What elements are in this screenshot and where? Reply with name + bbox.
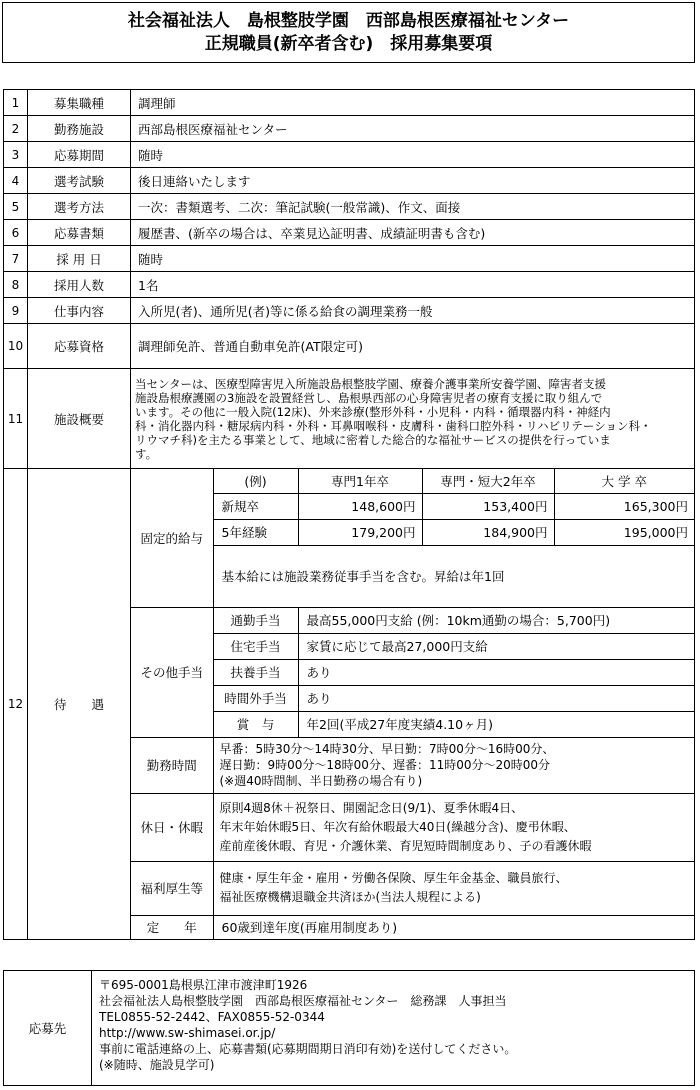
welfare-line: 健康・厚生年金・雇用・労働各保険、厚生年金基金、職員旅行、 [219,871,568,885]
salary-row-name: 新規卒 [213,493,298,519]
row-number: 3 [4,142,28,168]
allowance-value: 年2回(平成27年度実績4.10ヶ月) [298,711,694,737]
row-number: 9 [4,298,28,324]
salary-label: 固定的給与 [131,469,213,607]
holidays-line: 産前産後休暇、育児・介護休業、育児短時間制度あり、子の看護休暇 [219,838,592,853]
allowance-value: あり [298,659,694,685]
apply-url-link[interactable]: http://www.sw-shimasei.or.jp/ [99,1026,276,1040]
row-value: 後日連絡いたします [131,168,695,194]
hours-row [131,737,694,793]
row-number: 12 [4,469,28,940]
row-label: 応募書類 [28,220,131,246]
table-row [4,246,695,272]
holidays-value [213,793,694,861]
allowances-label: その他手当 [131,607,213,737]
hours-value [213,737,694,793]
salary-value: 195,000円 [554,519,694,545]
apply-organization: 社会福祉法人島根整肢学園 西部島根医療福祉センター 総務課 人事担当 [99,994,507,1008]
row-value: 随時 [131,142,695,168]
row-label: 選考方法 [28,194,131,220]
row-label: 採 用 日 [28,246,131,272]
retire-label: 定 年 [131,915,213,939]
facility-description [131,369,695,469]
salary-value: 153,400円 [422,493,554,519]
allowance-name: 賞 与 [213,711,298,737]
row-label: 選考試験 [28,168,131,194]
welfare-label: 福利厚生等 [131,861,213,915]
row-value: 西部島根医療福祉センター [131,116,695,142]
row-label: 施設概要 [28,369,131,469]
row-label: 勤務施設 [28,116,131,142]
apply-label: 応募先 [4,971,92,1085]
salary-header: 専門・短大2年卒 [422,469,554,493]
apply-phone: TEL0855-52-2442、FAX0855-52-0344 [99,1010,325,1024]
title-box [2,2,695,63]
table-row [4,272,695,298]
salary-value: 148,600円 [298,493,422,519]
allowance-row [131,659,694,685]
table-row [4,220,695,246]
salary-header: 大 学 卒 [554,469,694,493]
holidays-line: 年末年始休暇5日、年次有給休暇最大40日(繰越分含)、慶弔休暇、 [219,819,576,834]
retire-row [131,915,694,939]
salary-note: 基本給には施設業務従事手当を含む。昇給は年1回 [213,545,694,607]
salary-value: 179,200円 [298,519,422,545]
allowance-value: 最高55,000円支給 (例：10km通勤の場合：5,700円) [298,607,694,633]
row-value: 1名 [131,272,695,298]
apply-details [99,977,516,1073]
welfare-row [131,861,694,915]
row-value: 入所児(者)、通所児(者)等に係る給食の調理業務一般 [131,298,695,324]
holidays-label: 休日・休暇 [131,793,213,861]
row-value: 履歴書、(新卒の場合は、卒業見込証明書、成績証明書も含む) [131,220,695,246]
row-label: 仕事内容 [28,298,131,324]
holidays-row [131,793,694,861]
table-row [4,168,695,194]
facility-line: 当センターは、医療型障害児入所施設島根整肢学園、療養介護事業所安養学園、障害者支援 [135,376,607,391]
allowance-row [131,685,694,711]
hours-line: (※週40時間制、半日勤務の場合有り) [219,774,423,788]
row-value: 一次：書類選考、二次：筆記試験(一般常識)、作文、面接 [131,194,695,220]
row-label: 募集職種 [28,90,131,116]
hours-label: 勤務時間 [131,737,213,793]
row-number: 2 [4,116,28,142]
treatment-detail [131,469,695,940]
treatment-table [131,469,694,939]
allowance-name: 扶養手当 [213,659,298,685]
table-row [4,90,695,116]
retire-value: 60歳到達年度(再雇用制度あり) [213,915,694,939]
apply-note: (※随時、施設見学可) [99,1058,215,1072]
facility-line: す。 [135,446,158,461]
application-box [3,970,695,1086]
table-row [4,298,695,324]
hours-line: 早番：5時30分～14時30分、早日勤：7時00分～16時00分、 [219,742,555,756]
allowance-value: 家賃に応じて最高27,000円支給 [298,633,694,659]
row-number: 10 [4,324,28,369]
salary-value: 184,900円 [422,519,554,545]
row-number: 5 [4,194,28,220]
allowance-row [131,607,694,633]
table-row [4,194,695,220]
welfare-line: 福祉医療機構退職金共済ほか(当法人規程による) [219,890,481,904]
row-number: 8 [4,272,28,298]
row-value: 調理師 [131,90,695,116]
facility-line: リウマチ科)を主たる事業として、地域に密着した総合的な福祉サービスの提供を行っていま [135,432,611,447]
row-number: 4 [4,168,28,194]
allowance-row [131,633,694,659]
table-row [4,324,695,369]
title-line-2: 正規職員(新卒者含む) 採用募集要項 [204,34,493,54]
apply-address: 〒695-0001島根県江津市渡津町1926 [99,978,308,992]
facility-line: 科・消化器内科・糖尿病内科・外科・耳鼻咽喉科・皮膚科・歯科口腔外科・リハビリテーション科・ [135,418,652,433]
row-number: 1 [4,90,28,116]
allowance-name: 通勤手当 [213,607,298,633]
salary-header: (例) [213,469,298,493]
title-line-1: 社会福祉法人 島根整肢学園 西部島根医療福祉センター [127,11,570,31]
allowance-name: 住宅手当 [213,633,298,659]
allowance-name: 時間外手当 [213,685,298,711]
welfare-value [213,861,694,915]
facility-line: 施設島根療護園の3施設を設置経営し、島根県西部の心身障害児者の療育支援に取り組んで [135,390,603,405]
salary-row [131,493,694,519]
allowance-value: あり [298,685,694,711]
holidays-line: 原則4週8休＋祝祭日、開園記念日(9/1)、夏季休暇4日、 [219,800,524,815]
row-number: 6 [4,220,28,246]
salary-row [131,519,694,545]
table-row [4,142,695,168]
hours-line: 遅日勤：9時00分～18時00分、遅番：11時00分～20時00分 [219,758,551,772]
row-label: 待 遇 [28,469,131,940]
row-label: 採用人数 [28,272,131,298]
facility-line: います。その他に一般入院(12床)、外来診療(整形外科・小児科・内科・循環器内科・神経内 [135,404,611,419]
salary-header: 専門1年卒 [298,469,422,493]
table-row-treatment [4,469,695,940]
recruitment-table [3,89,695,940]
row-label: 応募資格 [28,324,131,369]
salary-header-row [131,469,694,493]
row-number: 7 [4,246,28,272]
salary-note-row [131,545,694,607]
row-number: 11 [4,369,28,469]
row-label: 応募期間 [28,142,131,168]
row-value: 調理師免許、普通自動車免許(AT限定可) [131,324,695,369]
allowance-row [131,711,694,737]
table-row-facility [4,369,695,469]
table-row [4,116,695,142]
salary-row-name: 5年経験 [213,519,298,545]
salary-value: 165,300円 [554,493,694,519]
apply-instruction: 事前に電話連絡の上、応募書類(応募期間期日消印有効)を送付してください。 [99,1042,517,1056]
row-value: 随時 [131,246,695,272]
